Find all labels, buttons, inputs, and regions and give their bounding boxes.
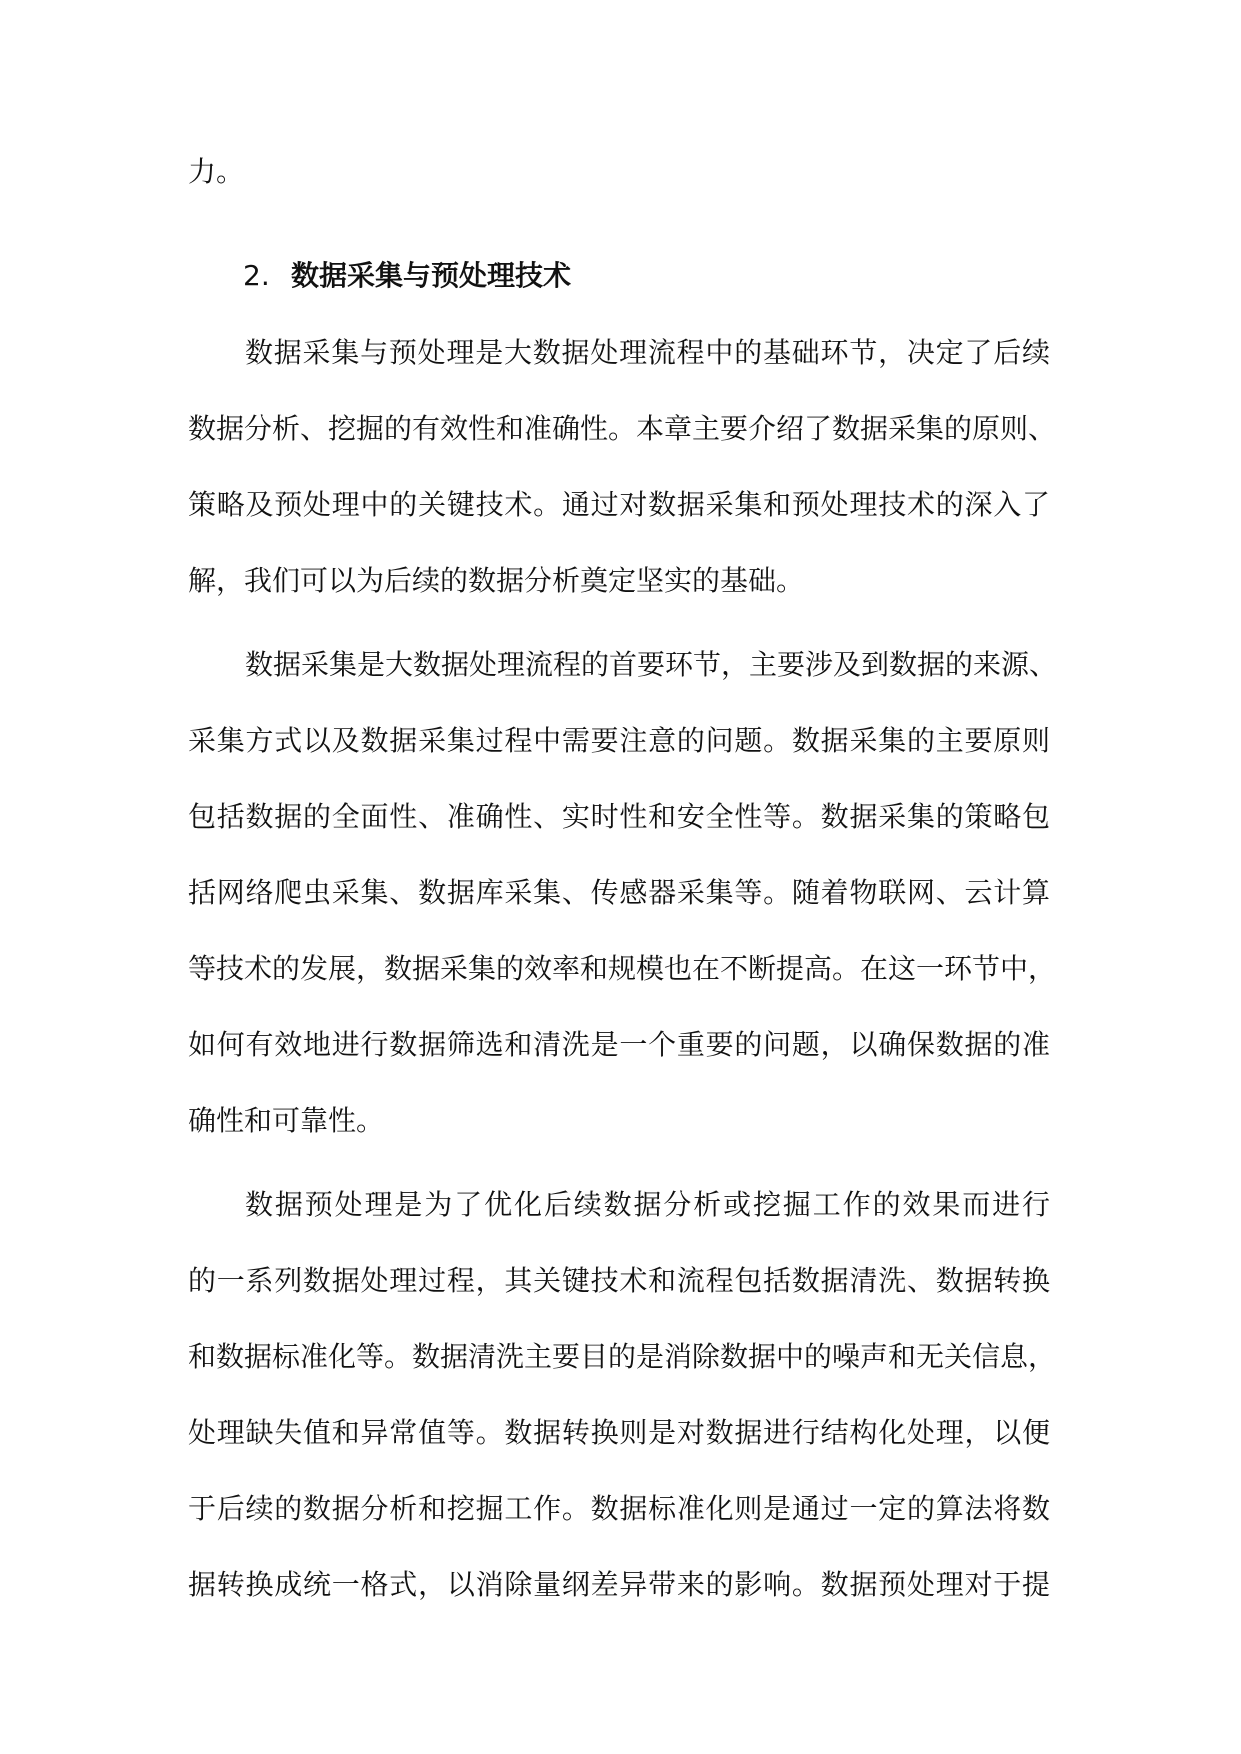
paragraph-line: 等技术的发展，数据采集的效率和规模也在不断提高。在这一环节中， [188,952,1057,985]
paragraph-line: 采集方式以及数据采集过程中需要注意的问题。数据采集的主要原则 [188,724,1050,757]
paragraph-line: 如何有效地进行数据筛选和清洗是一个重要的问题，以确保数据的准 [188,1028,1050,1061]
paragraph-line: 数据采集是大数据处理流程的首要环节，主要涉及到数据的来源、 [245,648,1058,681]
paragraph-line: 处理缺失值和异常值等。数据转换则是对数据进行结构化处理，以便 [188,1416,1050,1449]
section-title: 数据采集与预处理技术 [291,259,572,292]
continuation-line: 力。 [188,155,245,188]
section-number: 2. [243,259,270,292]
paragraph-line: 括网络爬虫采集、数据库采集、传感器采集等。随着物联网、云计算 [188,876,1050,909]
paragraph-line: 包括数据的全面性、准确性、实时性和安全性等。数据采集的策略包 [188,800,1050,833]
paragraph-line: 策略及预处理中的关键技术。通过对数据采集和预处理技术的深入了 [188,488,1050,521]
paragraph-line: 的一系列数据处理过程，其关键技术和流程包括数据清洗、数据转换 [188,1264,1050,1297]
paragraph-line: 和数据标准化等。数据清洗主要目的是消除数据中的噪声和无关信息， [188,1340,1057,1373]
paragraph-line: 数据分析、挖掘的有效性和准确性。本章主要介绍了数据采集的原则、 [188,412,1057,445]
paragraph-line: 数据采集与预处理是大数据处理流程中的基础环节，决定了后续 [245,336,1050,369]
paragraph-line: 据转换成统一格式，以消除量纲差异带来的影响。数据预处理对于提 [188,1568,1050,1601]
paragraph-line: 数据预处理是为了优化后续数据分析或挖掘工作的效果而进行 [245,1188,1050,1221]
paragraph-line: 于后续的数据分析和挖掘工作。数据标准化则是通过一定的算法将数 [188,1492,1050,1525]
paragraph-line: 解，我们可以为后续的数据分析奠定坚实的基础。 [188,564,805,597]
paragraph-line: 确性和可靠性。 [188,1104,385,1137]
section-heading [243,256,571,296]
